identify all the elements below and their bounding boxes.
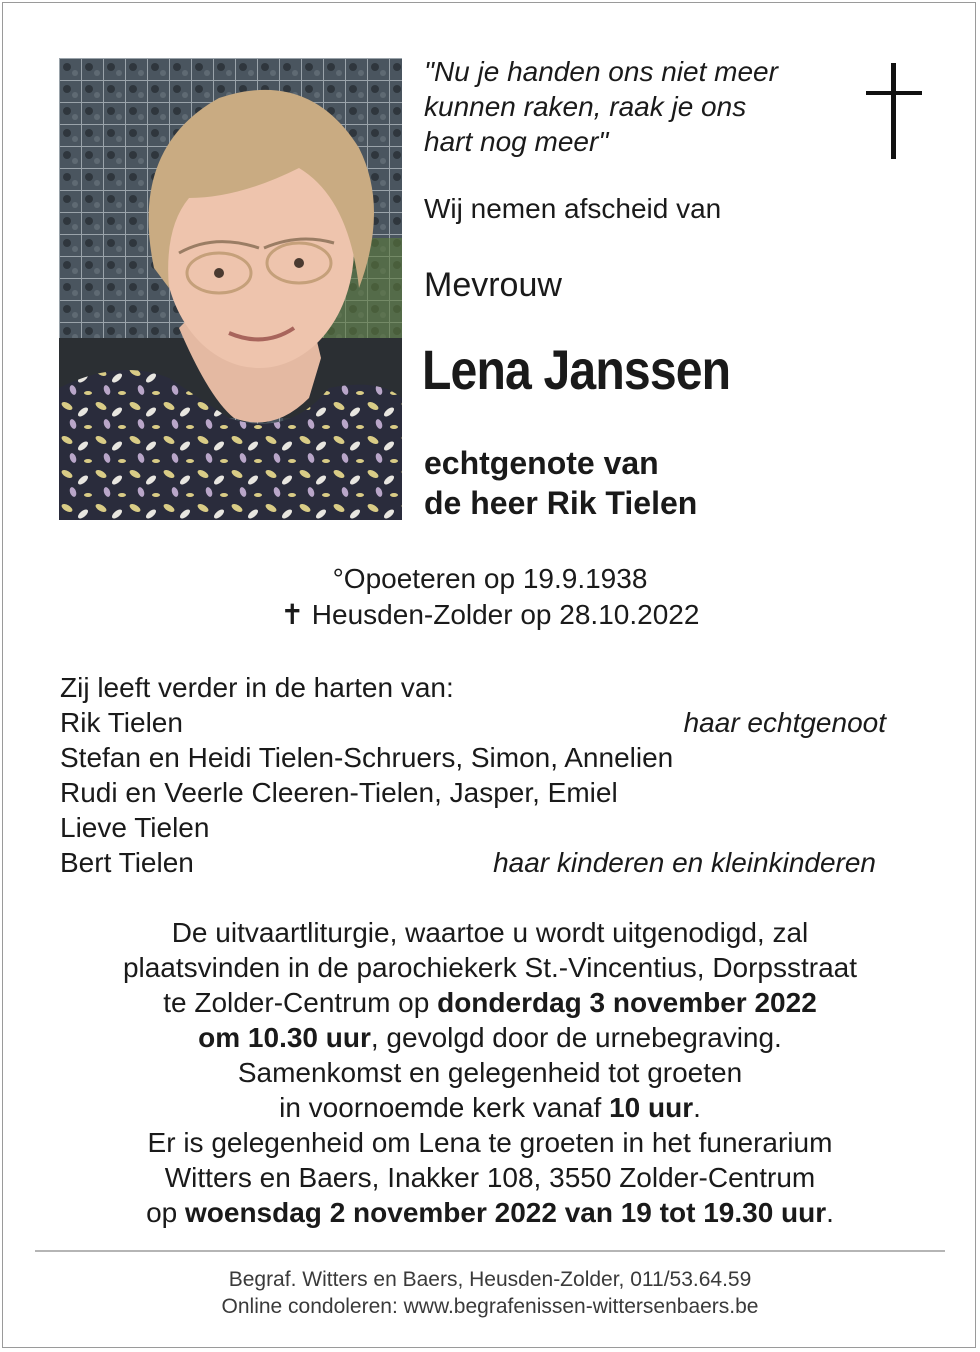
divider [35, 1250, 945, 1252]
birth-date: °Opoeteren op 19.9.1938 [332, 563, 648, 594]
list-item [60, 705, 890, 740]
service-line: De uitvaartliturgie, waartoe u wordt uitgenodigd, zal [171, 917, 809, 948]
honorific: Mevrouw [424, 266, 562, 304]
service-line [0, 1090, 980, 1125]
life-dates [0, 561, 980, 633]
service-line: plaatsvinden in de parochiekerk St.-Vincentius, Dorpsstraat [122, 952, 858, 983]
family-intro: Zij leeft verder in de harten van: [60, 672, 454, 703]
service-line [0, 1195, 980, 1230]
list-item [60, 740, 890, 775]
family-names: Rik Tielen [60, 707, 183, 738]
service-text: . [826, 1197, 834, 1228]
service-line: Witters en Baers, Inakker 108, 3550 Zolder-Centrum [164, 1162, 816, 1193]
family-names: Bert Tielen [60, 847, 194, 878]
death-date: ✝ Heusden-Zolder op 28.10.2022 [280, 599, 700, 630]
service-date: donderdag 3 november 2022 [437, 987, 817, 1018]
deceased-name: Lena Janssen [422, 338, 731, 401]
list-item [60, 810, 890, 845]
family-list [60, 670, 890, 880]
opening-quote [424, 54, 854, 159]
footer [0, 1266, 980, 1320]
family-relation: haar echtgenoot [683, 707, 886, 738]
quote-line: kunnen raken, raak je ons [424, 91, 747, 122]
service-line: Er is gelegenheid om Lena te groeten in het funerarium [147, 1127, 833, 1158]
condolence-link[interactable]: Online condoleren: www.begrafenissen-wittersenbaers.be [221, 1295, 759, 1318]
gathering-time: 10 uur [609, 1092, 694, 1123]
service-text: in voornoemde kerk vanaf [279, 1092, 610, 1123]
service-text: . [693, 1092, 701, 1123]
service-line [0, 1020, 980, 1055]
service-line: Samenkomst en gelegenheid tot groeten [237, 1057, 743, 1088]
visitation-time: woensdag 2 november 2022 van 19 tot 19.30 uur [185, 1197, 827, 1228]
portrait-illustration [59, 58, 402, 520]
portrait-photo [59, 58, 402, 520]
quote-line: hart nog meer" [424, 126, 609, 157]
service-details [0, 915, 980, 1230]
quote-line: "Nu je handen ons niet meer [424, 56, 778, 87]
family-names: Stefan en Heidi Tielen-Schruers, Simon, Annelien [60, 742, 674, 773]
cross-icon [866, 63, 922, 159]
farewell-text: Wij nemen afscheid van [424, 193, 722, 224]
service-text: te Zolder-Centrum op [163, 987, 438, 1018]
spouse-line: echtgenote van [424, 445, 659, 481]
list-item [60, 845, 890, 880]
service-line [0, 985, 980, 1020]
family-relation: haar kinderen en kleinkinderen [493, 847, 876, 878]
spouse-line: de heer Rik Tielen [424, 485, 698, 521]
family-names: Rudi en Veerle Cleeren-Tielen, Jasper, Emiel [60, 777, 618, 808]
list-item [60, 775, 890, 810]
service-time: om 10.30 uur [198, 1022, 371, 1053]
family-names: Lieve Tielen [60, 812, 210, 843]
service-text: op [146, 1197, 185, 1228]
spouse-info [424, 443, 697, 523]
funeral-home-info: Begraf. Witters en Baers, Heusden-Zolder, 011/53.64.59 [228, 1268, 752, 1291]
service-text: , gevolgd door de urnebegraving. [370, 1022, 782, 1053]
